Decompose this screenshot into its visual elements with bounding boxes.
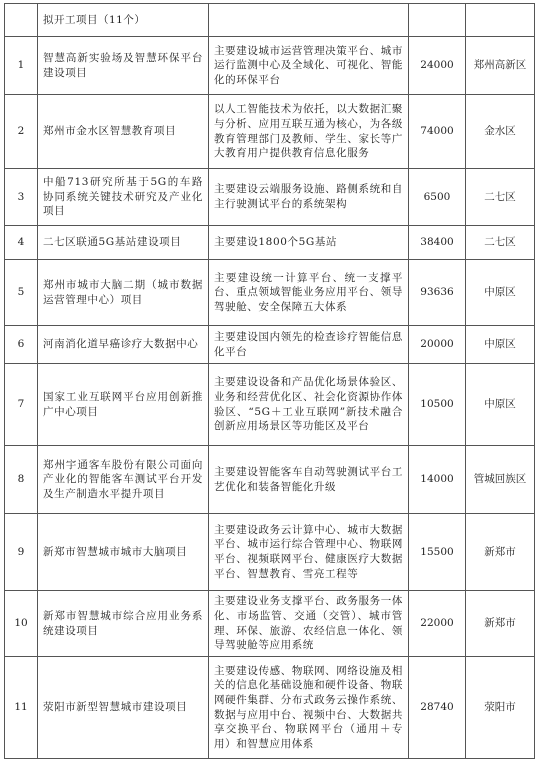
row-number: 10 — [5, 591, 38, 657]
table-row — [5, 226, 535, 260]
table-row — [5, 446, 535, 514]
row-number: 2 — [5, 95, 38, 169]
table-row — [5, 514, 535, 591]
table-row — [5, 326, 535, 364]
table-row — [5, 657, 535, 759]
project-name: 郑州市金水区智慧教育项目 — [38, 95, 209, 169]
project-amount: 6500 — [409, 169, 466, 226]
row-number: 9 — [5, 514, 38, 591]
section-row — [5, 4, 535, 37]
row-number: 11 — [5, 657, 38, 759]
project-area: 新郑市 — [466, 514, 535, 591]
project-area: 荥阳市 — [466, 657, 535, 759]
project-amount: 28740 — [409, 657, 466, 759]
section-blank-cell — [466, 4, 535, 37]
project-content: 以人工智能技术为依托，以大数据汇聚与分析、应用互联互通为核心，为各级教育管理部门及教师、学生、家长等广大教育用户提供教育信息化服务 — [209, 95, 409, 169]
table-row — [5, 95, 535, 169]
project-content: 主要建设城市运营管理决策平台、城市运行监测中心及全域化、可视化、智能化的环保平台 — [209, 37, 409, 95]
project-name: 郑州宇通客车股份有限公司面向产业化的智能客车测试平台开发及生产制造水平提升项目 — [38, 446, 209, 514]
project-amount: 93636 — [409, 260, 466, 326]
table-row — [5, 37, 535, 95]
project-area: 中原区 — [466, 326, 535, 364]
project-name: 荥阳市新型智慧城市建设项目 — [38, 657, 209, 759]
project-name: 河南消化道早癌诊疗大数据中心 — [38, 326, 209, 364]
table-row — [5, 364, 535, 446]
project-name: 新郑市智慧城市城市大脑项目 — [38, 514, 209, 591]
row-number: 6 — [5, 326, 38, 364]
project-area: 管城回族区 — [466, 446, 535, 514]
table-row — [5, 591, 535, 657]
project-content: 主要建设统一计算平台、统一支撑平台、重点领域智能业务应用平台、领导驾驶舱、安全保障五大体系 — [209, 260, 409, 326]
project-amount: 14000 — [409, 446, 466, 514]
row-number: 7 — [5, 364, 38, 446]
project-area: 中原区 — [466, 364, 535, 446]
project-content: 主要建设传感、物联网、网络设施及相关的信息化基础设施和硬件设备、物联网硬件集群、分布式政务云操作系统、数据与应用中台、视频中台、大数据共享交换平台、物联网平台（通用＋专用）和智慧应用体系 — [209, 657, 409, 759]
project-area: 新郑市 — [466, 591, 535, 657]
project-area: 二七区 — [466, 169, 535, 226]
project-content: 主要建设设备和产品优化场景体验区、业务和经营优化区、社会化资源协作体验区、“5G＋工业互联网”新技术融合创新应用场景区等功能区及平台 — [209, 364, 409, 446]
project-content: 主要建设国内领先的检查诊疗智能信息化平台 — [209, 326, 409, 364]
row-number: 8 — [5, 446, 38, 514]
project-amount: 10500 — [409, 364, 466, 446]
table-row — [5, 260, 535, 326]
row-number: 4 — [5, 226, 38, 260]
project-content: 主要建设政务云计算中心、城市大数据平台、城市运行综合管理中心、物联网平台、视频联网平台、健康医疗大数据平台、智慧教育、雪亮工程等 — [209, 514, 409, 591]
project-area: 中原区 — [466, 260, 535, 326]
section-blank-cell — [409, 4, 466, 37]
project-amount: 22000 — [409, 591, 466, 657]
project-amount: 20000 — [409, 326, 466, 364]
section-blank-cell — [5, 4, 38, 37]
project-name: 中船713研究所基于5G的车路协同系统关键技术研究及产业化项目 — [38, 169, 209, 226]
project-table — [4, 3, 535, 759]
project-area: 郑州高新区 — [466, 37, 535, 95]
row-number: 3 — [5, 169, 38, 226]
project-content: 主要建设1800个5G基站 — [209, 226, 409, 260]
project-amount: 24000 — [409, 37, 466, 95]
project-name: 郑州市城市大脑二期（城市数据运营管理中心）项目 — [38, 260, 209, 326]
project-name: 二七区联通5G基站建设项目 — [38, 226, 209, 260]
project-amount: 15500 — [409, 514, 466, 591]
project-area: 二七区 — [466, 226, 535, 260]
project-area: 金水区 — [466, 95, 535, 169]
section-title: 拟开工项目（11个） — [38, 4, 209, 37]
project-name: 新郑市智慧城市综合应用业务系统建设项目 — [38, 591, 209, 657]
section-blank-cell — [209, 4, 409, 37]
project-name: 国家工业互联网平台应用创新推广中心项目 — [38, 364, 209, 446]
row-number: 5 — [5, 260, 38, 326]
project-content: 主要建设业务支撑平台、政务服务一体化、市场监管、交通（交管）、城市管理、环保、旅游、农经信息一体化、领导驾驶舱等应用系统 — [209, 591, 409, 657]
table-row — [5, 169, 535, 226]
project-amount: 38400 — [409, 226, 466, 260]
row-number: 1 — [5, 37, 38, 95]
project-content: 主要建设云端服务设施、路侧系统和自主行驶测试平台的系统架构 — [209, 169, 409, 226]
project-amount: 74000 — [409, 95, 466, 169]
project-name: 智慧高新实验场及智慧环保平台建设项目 — [38, 37, 209, 95]
project-content: 主要建设智能客车自动驾驶测试平台工艺优化和装备智能化升级 — [209, 446, 409, 514]
